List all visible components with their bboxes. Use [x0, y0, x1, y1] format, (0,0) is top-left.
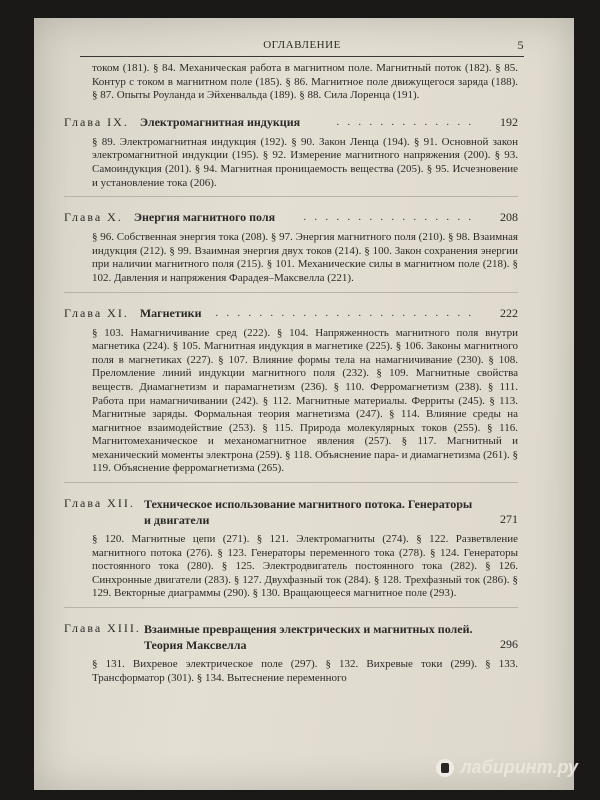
chapter-page: 296 — [500, 637, 518, 652]
page-header — [80, 38, 524, 57]
chapter-title: Взаимные превращения электрических и магнитных полей. Теория Максвелла — [144, 622, 473, 653]
chapter-title: Техническое использование магнитного потока. Генераторы и двигатели — [144, 497, 473, 528]
chapter-contents-11: § 103. Намагничивание сред (222). § 104. Напряженность магнитного поля внутри магнетика (224). § 105. Магнитная индукция в магнетике (225). § 106. Законы магнитного поля в магнетиках (227). § 107. Влияние формы тела на намагничивание (230). § 108. Преломление линий индукции магнитного поля (232). § 109. Магнитные свойства веществ. Диамагнетизм и парамагнетизм (236). § 110. Ферромагнетизм (238). § 111. Работа при намагничивании (242). § 112. Магнитные материалы. Ферриты (245). § 113. Магнитные заряды. Формальная теория магнетизма (247). § 114. Влияние среды на магнитное взаимодействие (253). § 115. Природа молекулярных токов (255). § 116. Магнитомеханическое и механомагнитное явления (257). § 117. Магнитный и механический моменты электрона (259). § 118. Объяснение пара- и диамагнетизма (261). § 119. Объяснение ферромагнетизма (265). — [92, 326, 518, 475]
chapter-contents-12: § 120. Магнитные цепи (271). § 121. Электромагниты (274). § 122. Разветвление магнитного потока (276). § 123. Генераторы переменного тока (278). § 124. Генераторы постоянного тока (280). § 125. Электродвигатель постоянного тока (282). § 126. Синхронные двигатели (283). § 127. Двухфазный ток (284). § 128. Трехфазный ток (286). § 129. Векторные диаграммы (290). § 130. Вращающееся магнитное поле (293). — [92, 533, 518, 600]
labirint-logo-icon — [436, 759, 454, 777]
chapter-label: Глава XI. — [64, 305, 129, 320]
chapter-heading-10 — [64, 210, 518, 226]
header-page-number: 5 — [517, 38, 524, 52]
book-page — [34, 18, 574, 790]
header-title: ОГЛАВЛЕНИЕ — [263, 39, 341, 51]
chapter-label: Глава XII. — [64, 496, 135, 511]
leader-dots: . . . . . . . . . . . . . . . . — [303, 212, 474, 224]
divider — [64, 482, 518, 484]
chapter-heading-12 — [64, 496, 518, 528]
chapter-heading-11 — [64, 306, 518, 322]
chapter-page: 271 — [500, 512, 518, 527]
chapter-heading-13 — [64, 621, 518, 653]
watermark — [436, 757, 578, 778]
toc-content — [34, 62, 574, 685]
chapter-page: 208 — [500, 210, 518, 225]
divider — [64, 607, 518, 609]
leader-dots: . . . . . . . . . . . . . . . . . . . . . . . . — [215, 307, 474, 319]
chapter-title: Электромагнитная индукция — [139, 114, 301, 129]
intro-paragraph: током (181). § 84. Механическая работа в магнитном поле. Магнитный поток (182). § 85. Контур с током в магнитном поле (185). § 86. Магнитное поле движущегося заряда (188). § 87. Опыты Роуланда и Эйхенвальда (189). § 88. Сила Лоренца (191). — [92, 62, 518, 102]
chapter-contents-9: § 89. Электромагнитная индукция (192). § 90. Закон Ленца (194). § 91. Основной закон электромагнитной индукции (195). § 92. Измерение магнитного напряжения (200). § 93. Самоиндукция (201). § 94. Магнитная проницаемость вещества (205). § 95. Исчезновение и установление тока (206). — [92, 135, 518, 189]
chapter-label: Глава X. — [64, 210, 123, 225]
chapter-label: Глава XIII. — [64, 621, 141, 636]
chapter-label: Глава IX. — [64, 114, 129, 129]
chapter-title: Энергия магнитного поля — [133, 210, 276, 225]
leader-dots: . . . . . . . . . . . . . — [336, 116, 474, 128]
chapter-title: Магнетики — [139, 305, 202, 320]
divider — [64, 196, 518, 198]
divider — [64, 292, 518, 294]
chapter-contents-13: § 131. Вихревое электрическое поле (297). § 132. Вихревые токи (299). § 133. Трансформатор (301). § 134. Вытеснение переменного — [92, 658, 518, 684]
watermark-text: лабиринт.ру — [460, 757, 578, 777]
chapter-contents-10: § 96. Собственная энергия тока (208). § 97. Энергия магнитного поля (210). § 98. Взаимная индукция (212). § 99. Взаимная энергия двух токов (214). § 100. Закон сохранения энергии при наличии магнитного поля (215). § 101. Механические силы в магнитном поле (218). § 102. Давления и напряжения Фарадея–Максвелла (221). — [92, 231, 518, 284]
chapter-page: 222 — [500, 305, 518, 320]
chapter-heading-9 — [64, 115, 518, 131]
chapter-page: 192 — [500, 114, 518, 129]
